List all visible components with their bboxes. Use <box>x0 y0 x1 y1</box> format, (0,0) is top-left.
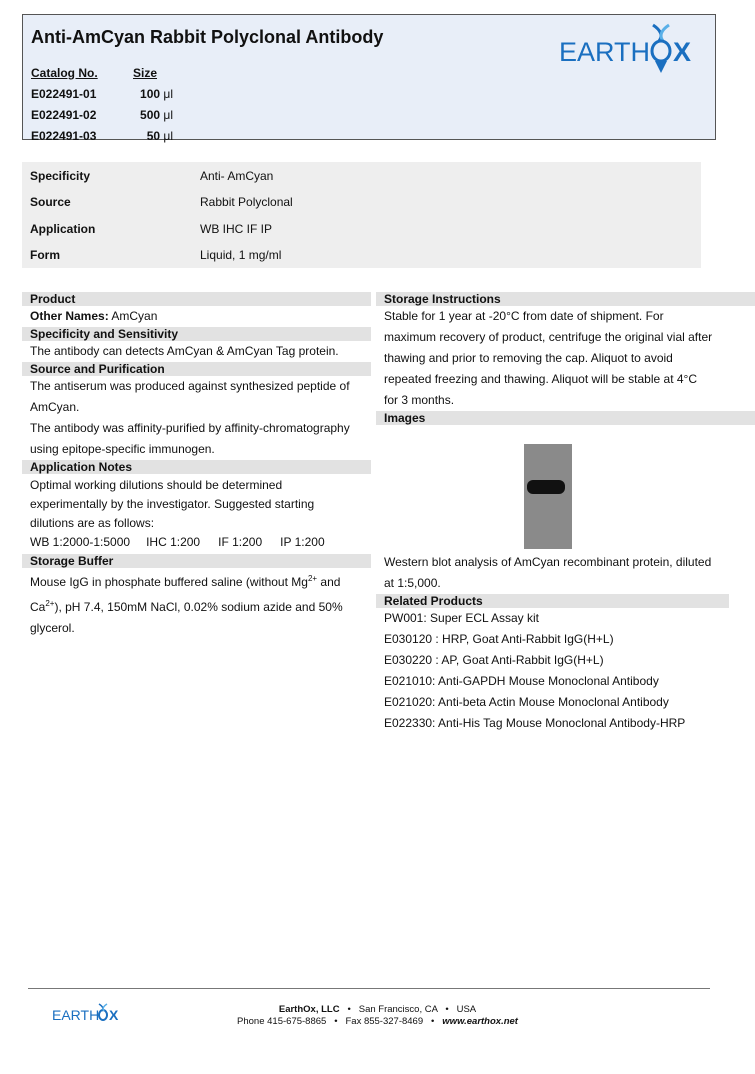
related-products-list <box>376 608 755 734</box>
earthox-logo <box>555 19 705 80</box>
app-line: Optimal working dilutions should be determined <box>30 478 283 492</box>
other-names-value: AmCyan <box>111 309 158 323</box>
catalog-header: Catalog No. <box>31 65 98 80</box>
spec-label: Form <box>30 248 60 262</box>
related-product: E030120 : HRP, Goat Anti-Rabbit IgG(H+L) <box>384 632 614 646</box>
related-product: E021010: Anti-GAPDH Mouse Monoclonal Antibody <box>384 674 659 688</box>
specificity-section-title: Specificity and Sensitivity <box>22 327 371 341</box>
catalog-number: E022491-03 <box>31 128 97 143</box>
storage-buffer-text <box>22 568 371 639</box>
dilution-wb: WB 1:2000-1:5000 <box>30 535 131 549</box>
related-product: E021020: Anti-beta Actin Mouse Monoclonal Antibody <box>384 695 669 709</box>
buffer-text: glycerol. <box>30 621 75 635</box>
footer-phone: Phone 415-675-8865 <box>237 1016 327 1027</box>
ox-icon <box>652 25 670 73</box>
size-unit: μl <box>163 128 173 143</box>
storage-instructions-title: Storage Instructions <box>376 292 755 306</box>
separator: • <box>431 1016 435 1027</box>
other-names <box>22 306 371 327</box>
superscript: 2+ <box>307 574 318 583</box>
spec-row <box>30 189 293 215</box>
image-caption <box>376 552 755 594</box>
caption-line: Western blot analysis of AmCyan recombinant protein, diluted <box>384 555 712 569</box>
source-text <box>22 376 371 460</box>
related-product: E022330: Anti-His Tag Mouse Monoclonal Antibody-HRP <box>384 716 686 730</box>
spec-row <box>30 242 281 268</box>
spec-value: Liquid, 1 mg/ml <box>200 248 282 262</box>
application-notes-title: Application Notes <box>22 460 371 474</box>
spec-value: Anti- AmCyan <box>200 169 274 183</box>
application-notes-text <box>22 474 371 552</box>
catalog-row <box>31 125 173 146</box>
images-title: Images <box>376 411 755 425</box>
product-title: Anti-AmCyan Rabbit Polyclonal Antibody <box>31 27 384 47</box>
western-blot-image <box>524 444 572 549</box>
footer-logo-suffix: X <box>109 1007 119 1023</box>
catalog-table <box>31 62 173 146</box>
other-names-label: Other Names: <box>30 309 109 323</box>
storage-buffer-title: Storage Buffer <box>22 554 371 568</box>
footer-contact <box>0 1004 755 1028</box>
spec-value: Rabbit Polyclonal <box>200 195 293 209</box>
separator: • <box>347 1004 351 1015</box>
dilution-ip: IP 1:200 <box>280 535 325 549</box>
source-line: The antiserum was produced against synthesized peptide of <box>30 379 350 393</box>
product-section-title: Product <box>22 292 371 306</box>
catalog-number: E022491-01 <box>31 86 97 101</box>
buffer-text: Ca <box>30 600 46 614</box>
size-value: 500 <box>140 107 161 122</box>
separator: • <box>334 1016 338 1027</box>
catalog-row <box>31 104 173 125</box>
footer-divider <box>28 988 710 989</box>
spec-label: Source <box>30 195 71 209</box>
spec-label: Application <box>30 222 96 236</box>
app-line: experimentally by the investigator. Suggested starting <box>30 497 315 511</box>
buffer-text: Mouse IgG in phosphate buffered saline (without Mg <box>30 575 308 589</box>
logo-suffix: X <box>673 37 692 67</box>
storage-instructions-text <box>376 306 755 411</box>
spec-value: WB IHC IF IP <box>200 222 272 236</box>
blot-band <box>527 480 565 494</box>
storage-line: thawing and prior to removing the cap. Aliquot to avoid <box>384 351 673 365</box>
source-line: AmCyan. <box>30 400 80 414</box>
dilutions <box>30 533 371 552</box>
dilution-ihc: IHC 1:200 <box>146 535 201 549</box>
caption-line: at 1:5,000. <box>384 576 441 590</box>
spec-label: Specificity <box>30 169 91 183</box>
source-section-title: Source and Purification <box>22 362 371 376</box>
size-value: 50 <box>146 128 161 143</box>
footer-company: EarthOx, LLC <box>278 1004 340 1015</box>
superscript: 2+ <box>45 599 55 608</box>
related-product: E030220 : AP, Goat Anti-Rabbit IgG(H+L) <box>384 653 604 667</box>
source-line: using epitope-specific immunogen. <box>30 442 215 456</box>
size-header: Size <box>133 65 158 80</box>
size-value: 100 <box>140 86 161 101</box>
footer-website-link[interactable]: www.earthox.net <box>442 1016 518 1027</box>
separator: • <box>445 1004 449 1015</box>
spec-row <box>30 216 272 242</box>
storage-line: Stable for 1 year at -20°C from date of shipment. For <box>384 309 664 323</box>
product-header <box>22 14 716 143</box>
buffer-text: ), pH 7.4, 150mM NaCl, 0.02% sodium azide and 50% <box>54 600 343 614</box>
spec-table <box>22 162 701 268</box>
footer-country: USA <box>456 1004 477 1015</box>
related-product: PW001: Super ECL Assay kit <box>384 611 539 625</box>
size-unit: μl <box>163 107 173 122</box>
specificity-text: The antibody can detects AmCyan & AmCyan Tag protein. <box>30 344 339 358</box>
left-column <box>22 292 371 639</box>
app-line: dilutions are as follows: <box>30 516 155 530</box>
catalog-row <box>31 83 173 104</box>
storage-line: maximum recovery of product, centrifuge the original vial after <box>384 330 713 344</box>
footer-city: San Francisco, CA <box>358 1004 438 1015</box>
footer-logo-text: EARTH <box>52 1007 100 1023</box>
storage-line: for 3 months. <box>384 393 455 407</box>
logo-text: EARTH <box>559 37 651 67</box>
buffer-text: and <box>317 575 341 589</box>
footer-fax: Fax 855-327-8469 <box>345 1016 424 1027</box>
related-products-title: Related Products <box>376 594 729 608</box>
size-unit: μl <box>163 86 173 101</box>
catalog-number: E022491-02 <box>31 107 97 122</box>
dilution-if: IF 1:200 <box>218 535 263 549</box>
storage-line: repeated freezing and thawing. Aliquot will be stable at 4°C <box>384 372 697 386</box>
source-line: The antibody was affinity-purified by affinity-chromatography <box>30 421 350 435</box>
spec-row <box>30 163 273 189</box>
